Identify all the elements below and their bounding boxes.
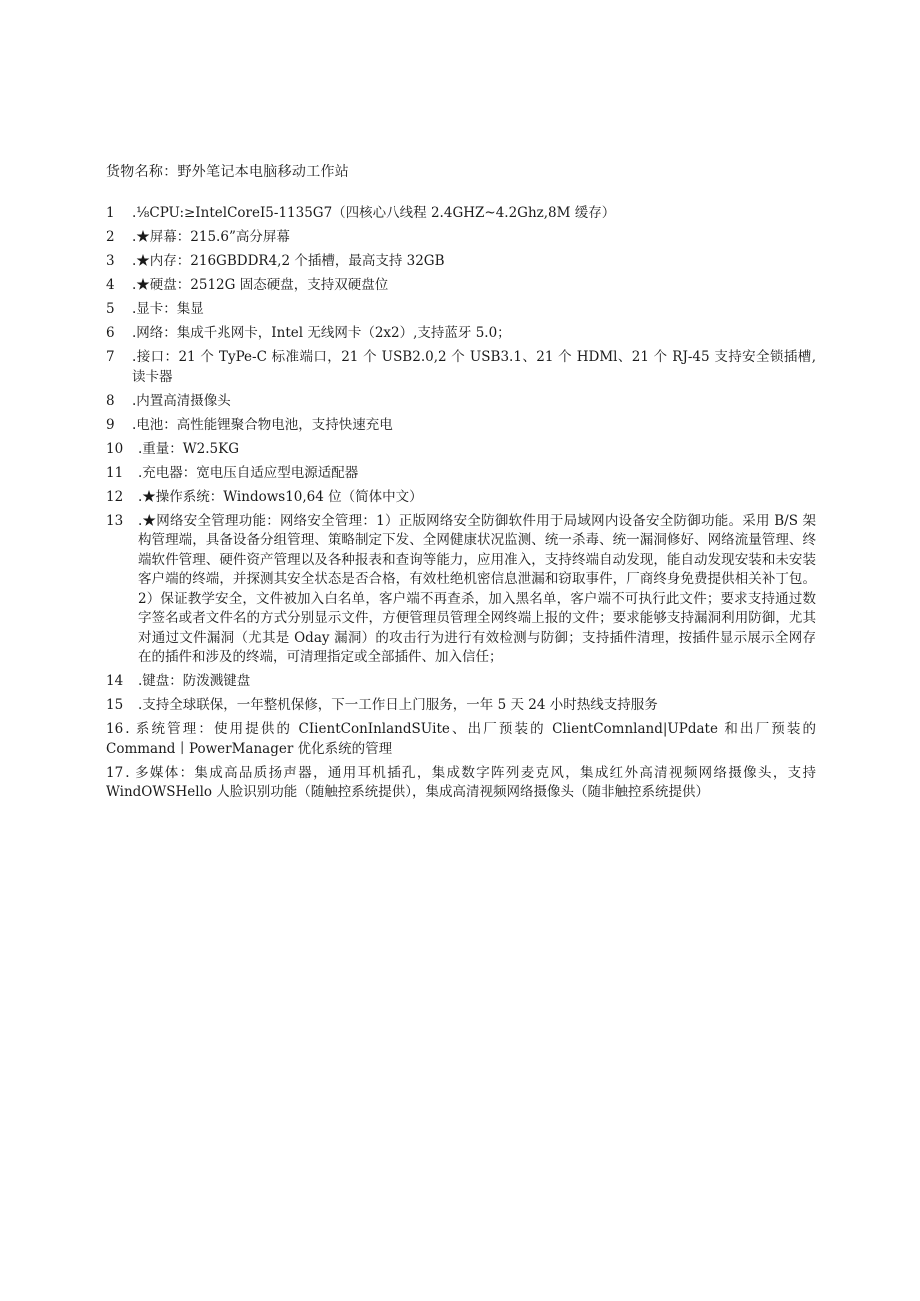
spec-item-16 xyxy=(106,720,816,759)
spec-item-5 xyxy=(106,300,816,320)
item-text: .⅛CPU:≥IntelCoreI5-1135G7（四核心八线程 2.4GHZ~4.2Ghz,8M 缓存） xyxy=(132,205,616,221)
item-number: 1 xyxy=(106,205,115,221)
spec-list xyxy=(106,204,816,807)
spec-item-10 xyxy=(106,440,816,460)
spec-item-8 xyxy=(106,392,816,412)
item-number: 14 xyxy=(106,673,124,689)
item-number: 7 xyxy=(106,349,115,365)
item-number: 15 xyxy=(106,697,124,713)
spec-item-4 xyxy=(106,276,816,296)
item-number: 2 xyxy=(106,229,115,245)
item-text: .网络：集成千兆网卡，Intel 无线网卡（2x2）,支持蓝牙 5.0； xyxy=(132,325,511,341)
spec-item-1 xyxy=(106,204,816,224)
item-text: .★网络安全管理功能：网络安全管理：1）正版网络安全防御软件用于局域网内设备安全防御功能。采用 B/S 架构管理端，具备设备分组管理、策略制定下发、全网健康状况监测、统一杀毒、统一漏洞修好、网络流量管理、终端软件管理、硬件资产管理以及各种报表和查询等能力，应用准入，支持终端自动发现，能自动发现安装和未安装客户端的终端，并探测其安全状态是否合格，有效杜绝机密信息泄漏和窃取事件，厂商终身免费提供相关补丁包。2）保证教学安全，文件被加入白名单，客户端不再查杀，加入黑名单，客户端不可执行此文件；要求支持通过数字签名或者文件名的方式分别显示文件，方便管理员管理全网终端上报的文件；要求能够支持漏洞利用防御，尤其对通过文件漏洞（尤其是 Oday 漏洞）的攻击行为进行有效检测与防御；支持插件清理，按插件显示展示全网存在的插件和涉及的终端，可清理指定或全部插件、加入信任； xyxy=(138,512,816,665)
spec-item-14 xyxy=(106,672,816,692)
item-text: .★硬盘：2512G 固态硬盘，支持双硬盘位 xyxy=(132,277,389,293)
item-number: 5 xyxy=(106,301,115,317)
item-text: . 系统管理：使用提供的 CIientConInlandSUite、出厂预装的 ClientComnland|UPdate 和出厂预装的 Command丨PowerManager 优化系统的管理 xyxy=(106,721,816,757)
spec-item-2 xyxy=(106,228,816,248)
spec-item-6 xyxy=(106,324,816,344)
spec-item-13 xyxy=(106,512,816,668)
item-number: 13 xyxy=(106,512,124,529)
spec-item-15 xyxy=(106,696,816,716)
document-title: 货物名称：野外笔记本电脑移动工作站 xyxy=(106,164,350,180)
item-number: 16 xyxy=(106,721,124,737)
item-text: . 多媒体：集成高品质扬声器，通用耳机插孔，集成数字阵列麦克风，集成红外高清视频网络摄像头，支持 WindOWSHello 人脸识别功能（随触控系统提供），集成高清视频网络摄像头（随非触控系统提供） xyxy=(106,764,816,800)
item-text: .接口：21 个 TyPe-C 标准端口，21 个 USB2.0,2 个 USB3.1、21 个 HDMl、21 个 RJ-45 支持安全锁插槽, 读卡器 xyxy=(132,349,816,385)
item-number: 4 xyxy=(106,277,115,293)
item-number: 9 xyxy=(106,416,115,433)
item-number: 11 xyxy=(106,464,124,481)
item-text-wrap xyxy=(106,764,816,803)
item-number: 3 xyxy=(106,253,115,269)
spec-item-9 xyxy=(106,416,816,436)
item-text: .显卡：集显 xyxy=(132,301,204,317)
spec-item-11 xyxy=(106,464,816,484)
item-number: 8 xyxy=(106,392,115,409)
item-text: .键盘：防泼溅键盘 xyxy=(138,673,251,689)
spec-item-12 xyxy=(106,488,816,508)
item-text: .★操作系统：Windows10,64 位（简体中文） xyxy=(138,488,423,505)
spec-item-17 xyxy=(106,764,816,803)
item-text: .电池：高性能锂聚合物电池，支持快速充电 xyxy=(132,416,393,433)
item-number: 12 xyxy=(106,488,124,505)
item-text: .重量：W2.5KG xyxy=(138,440,240,457)
spec-item-7 xyxy=(106,348,816,387)
item-number: 10 xyxy=(106,440,124,457)
spec-item-3 xyxy=(106,252,816,272)
item-number: 17 xyxy=(106,764,124,781)
item-number: 6 xyxy=(106,325,115,341)
item-text: .★内存：216GBDDR4,2 个插槽，最高支持 32GB xyxy=(132,253,445,269)
item-text-wrap xyxy=(106,720,816,759)
item-text: .★屏幕：215.6”高分屏幕 xyxy=(132,229,290,245)
item-text: .支持全球联保，一年整机保修，下一工作日上门服务，一年 5 天 24 小时热线支持服务 xyxy=(138,697,658,713)
item-text: .内置高清摄像头 xyxy=(132,392,231,409)
item-text: .充电器：宽电压自适应型电源适配器 xyxy=(138,464,359,481)
